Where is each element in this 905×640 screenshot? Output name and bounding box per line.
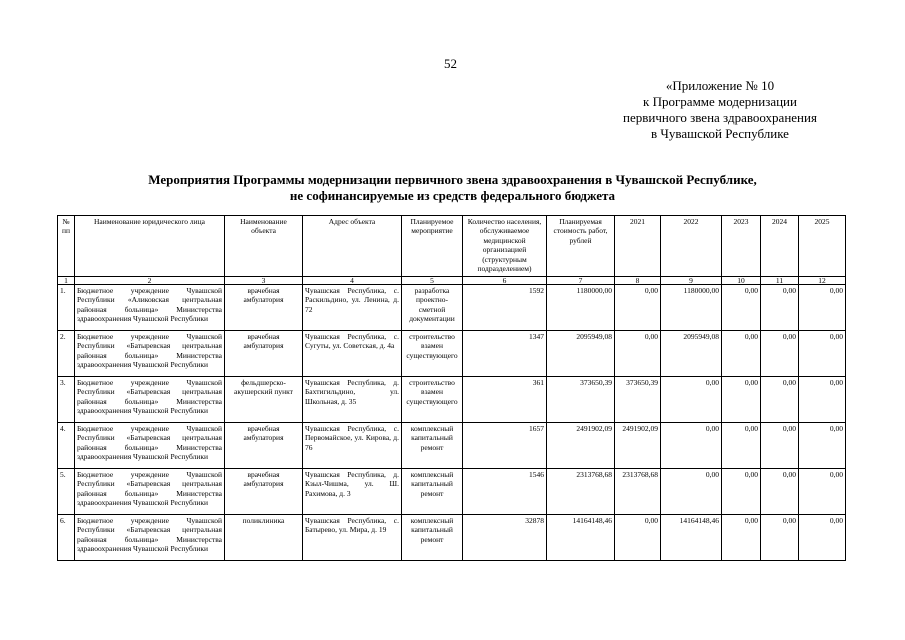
header-2022: 2022 [661, 216, 722, 277]
amount-2022: 14164148,46 [661, 515, 722, 561]
object-address: Чувашская Республика, с. Батырево, ул. Мира, д. 19 [303, 515, 402, 561]
amount-2025: 0,00 [799, 285, 846, 331]
planned-event: строительство взамен существующего [402, 377, 463, 423]
planned-cost: 14164148,46 [547, 515, 615, 561]
object-name: врачебная амбулатория [225, 285, 303, 331]
planned-cost: 1180000,00 [547, 285, 615, 331]
planned-event: комплексный капитальный ремонт [402, 423, 463, 469]
object-name: фельдшерско-акушерский пункт [225, 377, 303, 423]
population-count: 1347 [463, 331, 547, 377]
population-count: 32878 [463, 515, 547, 561]
table-row [58, 423, 846, 469]
amount-2022: 0,00 [661, 469, 722, 515]
page-number: 52 [444, 56, 457, 71]
header-2025: 2025 [799, 216, 846, 277]
planned-event: разработка проектно-сметной документации [402, 285, 463, 331]
amount-2025: 0,00 [799, 331, 846, 377]
amount-2024: 0,00 [761, 469, 799, 515]
planned-event: строительство взамен существующего [402, 331, 463, 377]
legal-entity-name: Бюджетное учреждение Чувашской Республики «Батыревская центральная районная больница» Министерства здравоохранения Чувашской Республики [75, 423, 225, 469]
planned-cost: 2095949,08 [547, 331, 615, 377]
population-count: 361 [463, 377, 547, 423]
object-address: Чувашская Республика, д. Бахтигильдино, ул. Школьная, д. 35 [303, 377, 402, 423]
appendix-line-1: «Приложение № 10 [665, 78, 775, 93]
row-number: 4. [58, 423, 75, 469]
amount-2022: 0,00 [661, 423, 722, 469]
column-number-row [58, 277, 846, 285]
legal-entity-name: Бюджетное учреждение Чувашской Республики «Батыревская центральная районная больница» Министерства здравоохранения Чувашской Республики [75, 377, 225, 423]
table-row [58, 377, 846, 423]
amount-2023: 0,00 [722, 377, 761, 423]
amount-2024: 0,00 [761, 285, 799, 331]
column-number: 11 [761, 277, 799, 285]
measures-table [57, 215, 846, 561]
amount-2023: 0,00 [722, 469, 761, 515]
column-number: 1 [58, 277, 75, 285]
header-name: Наименование юридического лица [75, 216, 225, 277]
row-number: 6. [58, 515, 75, 561]
object-address: Чувашская Республика, д. Кзыл-Чишма, ул. Ш. Рахимова, д. 3 [303, 469, 402, 515]
column-number: 3 [225, 277, 303, 285]
object-name: поликлиника [225, 515, 303, 561]
column-number: 6 [463, 277, 547, 285]
header-2023: 2023 [722, 216, 761, 277]
legal-entity-name: Бюджетное учреждение Чувашской Республики «Батыревская центральная районная больница» Министерства здравоохранения Чувашской Республики [75, 469, 225, 515]
row-number: 5. [58, 469, 75, 515]
document-title [60, 172, 845, 204]
amount-2023: 0,00 [722, 285, 761, 331]
table-row [58, 515, 846, 561]
amount-2025: 0,00 [799, 423, 846, 469]
amount-2021: 2491902,09 [615, 423, 661, 469]
planned-cost: 2313768,68 [547, 469, 615, 515]
header-event: Планируемое мероприятие [402, 216, 463, 277]
amount-2025: 0,00 [799, 377, 846, 423]
appendix-line-2: к Программе модернизации [643, 94, 797, 109]
amount-2023: 0,00 [722, 515, 761, 561]
amount-2024: 0,00 [761, 515, 799, 561]
amount-2025: 0,00 [799, 469, 846, 515]
amount-2021: 2313768,68 [615, 469, 661, 515]
planned-event: комплексный капитальный ремонт [402, 515, 463, 561]
column-number: 12 [799, 277, 846, 285]
title-line-2: не софинансируемые из средств федерального бюджета [289, 188, 616, 203]
header-object: Наименование объекта [225, 216, 303, 277]
column-number: 5 [402, 277, 463, 285]
amount-2022: 0,00 [661, 377, 722, 423]
object-name: врачебная амбулатория [225, 331, 303, 377]
amount-2024: 0,00 [761, 377, 799, 423]
amount-2021: 0,00 [615, 515, 661, 561]
population-count: 1592 [463, 285, 547, 331]
row-number: 3. [58, 377, 75, 423]
amount-2021: 373650,39 [615, 377, 661, 423]
table-header-row [58, 216, 846, 277]
amount-2022: 2095949,08 [661, 331, 722, 377]
column-number: 9 [661, 277, 722, 285]
table-row [58, 285, 846, 331]
legal-entity-name: Бюджетное учреждение Чувашской Республики «Батыревская центральная районная больница» Министерства здравоохранения Чувашской Республики [75, 331, 225, 377]
table-row [58, 331, 846, 377]
appendix-heading [600, 78, 840, 142]
header-2021: 2021 [615, 216, 661, 277]
title-line-1: Мероприятия Программы модернизации первичного звена здравоохранения в Чувашской Республике, [148, 172, 757, 187]
table-row [58, 469, 846, 515]
header-2024: 2024 [761, 216, 799, 277]
population-count: 1546 [463, 469, 547, 515]
header-cost: Планируемая стоимость работ, рублей [547, 216, 615, 277]
header-population: Количество населения, обслуживаемое медицинской организацией (структурным подразделением) [463, 216, 547, 277]
column-number: 2 [75, 277, 225, 285]
appendix-line-3: первичного звена здравоохранения [623, 110, 817, 125]
row-number: 2. [58, 331, 75, 377]
amount-2021: 0,00 [615, 331, 661, 377]
object-address: Чувашская Республика, с. Первомайское, ул. Кирова, д. 76 [303, 423, 402, 469]
planned-event: комплексный капитальный ремонт [402, 469, 463, 515]
column-number: 7 [547, 277, 615, 285]
row-number: 1. [58, 285, 75, 331]
amount-2025: 0,00 [799, 515, 846, 561]
population-count: 1657 [463, 423, 547, 469]
amount-2023: 0,00 [722, 423, 761, 469]
amount-2024: 0,00 [761, 423, 799, 469]
column-number: 8 [615, 277, 661, 285]
object-name: врачебная амбулатория [225, 423, 303, 469]
amount-2023: 0,00 [722, 331, 761, 377]
header-num: № пп [58, 216, 75, 277]
header-address: Адрес объекта [303, 216, 402, 277]
planned-cost: 373650,39 [547, 377, 615, 423]
object-address: Чувашская Республика, с. Сугуты, ул. Советская, д. 4а [303, 331, 402, 377]
object-name: врачебная амбулатория [225, 469, 303, 515]
column-number: 10 [722, 277, 761, 285]
planned-cost: 2491902,09 [547, 423, 615, 469]
amount-2024: 0,00 [761, 331, 799, 377]
appendix-line-4: в Чувашской Республике [651, 126, 789, 141]
amount-2022: 1180000,00 [661, 285, 722, 331]
column-number: 4 [303, 277, 402, 285]
legal-entity-name: Бюджетное учреждение Чувашской Республики «Аликовская центральная районная больница» Министерства здравоохранения Чувашской Республики [75, 285, 225, 331]
amount-2021: 0,00 [615, 285, 661, 331]
legal-entity-name: Бюджетное учреждение Чувашской Республики «Батыревская центральная районная больница» Министерства здравоохранения Чувашской Республики [75, 515, 225, 561]
object-address: Чувашская Республика, с. Раскильдино, ул. Ленина, д. 72 [303, 285, 402, 331]
